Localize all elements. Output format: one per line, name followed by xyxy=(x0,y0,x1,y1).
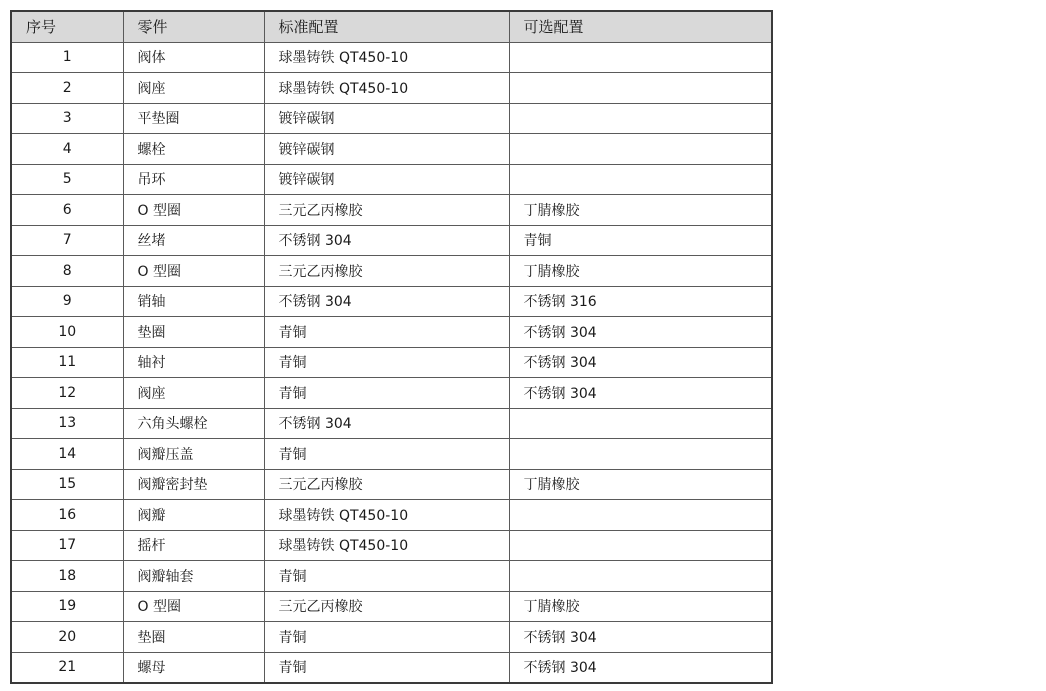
cell-part: O 型圈 xyxy=(123,195,264,226)
header-optional: 可选配置 xyxy=(509,11,772,42)
cell-part: O 型圈 xyxy=(123,591,264,622)
cell-optional xyxy=(509,408,772,439)
header-standard: 标准配置 xyxy=(264,11,509,42)
cell-standard: 三元乙丙橡胶 xyxy=(264,469,509,500)
header-no: 序号 xyxy=(11,11,123,42)
cell-standard: 青铜 xyxy=(264,347,509,378)
cell-part: 垫圈 xyxy=(123,317,264,348)
cell-no: 11 xyxy=(11,347,123,378)
table-row xyxy=(11,347,772,378)
cell-part: 垫圈 xyxy=(123,622,264,653)
table-row xyxy=(11,378,772,409)
table-row xyxy=(11,652,772,683)
cell-no: 6 xyxy=(11,195,123,226)
cell-part: 阀瓣压盖 xyxy=(123,439,264,470)
cell-no: 5 xyxy=(11,164,123,195)
cell-no: 1 xyxy=(11,42,123,73)
table-row xyxy=(11,73,772,104)
cell-standard: 青铜 xyxy=(264,378,509,409)
table-header-row xyxy=(11,11,772,42)
cell-optional xyxy=(509,164,772,195)
cell-standard: 青铜 xyxy=(264,439,509,470)
cell-standard: 三元乙丙橡胶 xyxy=(264,256,509,287)
cell-standard: 球墨铸铁 QT450-10 xyxy=(264,73,509,104)
cell-standard: 不锈钢 304 xyxy=(264,225,509,256)
cell-no: 18 xyxy=(11,561,123,592)
cell-part: O 型圈 xyxy=(123,256,264,287)
parts-material-table xyxy=(10,10,773,684)
cell-standard: 青铜 xyxy=(264,317,509,348)
cell-optional: 不锈钢 304 xyxy=(509,378,772,409)
cell-no: 16 xyxy=(11,500,123,531)
table-row xyxy=(11,317,772,348)
cell-no: 14 xyxy=(11,439,123,470)
cell-part: 阀座 xyxy=(123,378,264,409)
cell-part: 丝堵 xyxy=(123,225,264,256)
table-row xyxy=(11,195,772,226)
cell-no: 2 xyxy=(11,73,123,104)
table-row xyxy=(11,439,772,470)
cell-no: 8 xyxy=(11,256,123,287)
cell-optional: 丁腈橡胶 xyxy=(509,469,772,500)
cell-optional: 丁腈橡胶 xyxy=(509,195,772,226)
cell-optional: 丁腈橡胶 xyxy=(509,591,772,622)
cell-standard: 青铜 xyxy=(264,622,509,653)
cell-standard: 镀锌碳钢 xyxy=(264,134,509,165)
table-row xyxy=(11,225,772,256)
cell-part: 螺母 xyxy=(123,652,264,683)
cell-no: 7 xyxy=(11,225,123,256)
table-row xyxy=(11,134,772,165)
table-row xyxy=(11,286,772,317)
cell-optional xyxy=(509,42,772,73)
cell-no: 13 xyxy=(11,408,123,439)
cell-optional: 不锈钢 304 xyxy=(509,622,772,653)
table-row xyxy=(11,164,772,195)
cell-part: 平垫圈 xyxy=(123,103,264,134)
cell-part: 六角头螺栓 xyxy=(123,408,264,439)
header-part: 零件 xyxy=(123,11,264,42)
cell-part: 阀瓣轴套 xyxy=(123,561,264,592)
cell-part: 阀瓣 xyxy=(123,500,264,531)
cell-no: 20 xyxy=(11,622,123,653)
cell-optional: 不锈钢 304 xyxy=(509,652,772,683)
cell-optional xyxy=(509,561,772,592)
cell-standard: 球墨铸铁 QT450-10 xyxy=(264,42,509,73)
cell-standard: 球墨铸铁 QT450-10 xyxy=(264,500,509,531)
table-row xyxy=(11,591,772,622)
cell-part: 摇杆 xyxy=(123,530,264,561)
cell-part: 吊环 xyxy=(123,164,264,195)
cell-part: 阀瓣密封垫 xyxy=(123,469,264,500)
cell-part: 螺栓 xyxy=(123,134,264,165)
cell-optional xyxy=(509,500,772,531)
cell-part: 阀座 xyxy=(123,73,264,104)
table-row xyxy=(11,408,772,439)
cell-optional: 青铜 xyxy=(509,225,772,256)
cell-no: 4 xyxy=(11,134,123,165)
cell-standard: 镀锌碳钢 xyxy=(264,103,509,134)
cell-no: 19 xyxy=(11,591,123,622)
table-row xyxy=(11,103,772,134)
cell-optional: 不锈钢 304 xyxy=(509,347,772,378)
cell-optional xyxy=(509,103,772,134)
cell-standard: 青铜 xyxy=(264,652,509,683)
cell-no: 9 xyxy=(11,286,123,317)
table-row xyxy=(11,530,772,561)
cell-standard: 不锈钢 304 xyxy=(264,408,509,439)
cell-no: 21 xyxy=(11,652,123,683)
table-row xyxy=(11,622,772,653)
cell-no: 10 xyxy=(11,317,123,348)
cell-optional: 不锈钢 316 xyxy=(509,286,772,317)
cell-no: 17 xyxy=(11,530,123,561)
cell-no: 3 xyxy=(11,103,123,134)
cell-optional xyxy=(509,439,772,470)
cell-standard: 球墨铸铁 QT450-10 xyxy=(264,530,509,561)
cell-part: 销轴 xyxy=(123,286,264,317)
cell-standard: 不锈钢 304 xyxy=(264,286,509,317)
table-row xyxy=(11,561,772,592)
cell-no: 12 xyxy=(11,378,123,409)
cell-standard: 镀锌碳钢 xyxy=(264,164,509,195)
cell-optional xyxy=(509,134,772,165)
cell-part: 轴衬 xyxy=(123,347,264,378)
cell-standard: 青铜 xyxy=(264,561,509,592)
cell-standard: 三元乙丙橡胶 xyxy=(264,591,509,622)
cell-optional xyxy=(509,530,772,561)
cell-part: 阀体 xyxy=(123,42,264,73)
table-row xyxy=(11,500,772,531)
table-row xyxy=(11,469,772,500)
cell-optional: 不锈钢 304 xyxy=(509,317,772,348)
cell-optional xyxy=(509,73,772,104)
table-row xyxy=(11,42,772,73)
cell-optional: 丁腈橡胶 xyxy=(509,256,772,287)
cell-standard: 三元乙丙橡胶 xyxy=(264,195,509,226)
cell-no: 15 xyxy=(11,469,123,500)
table-row xyxy=(11,256,772,287)
